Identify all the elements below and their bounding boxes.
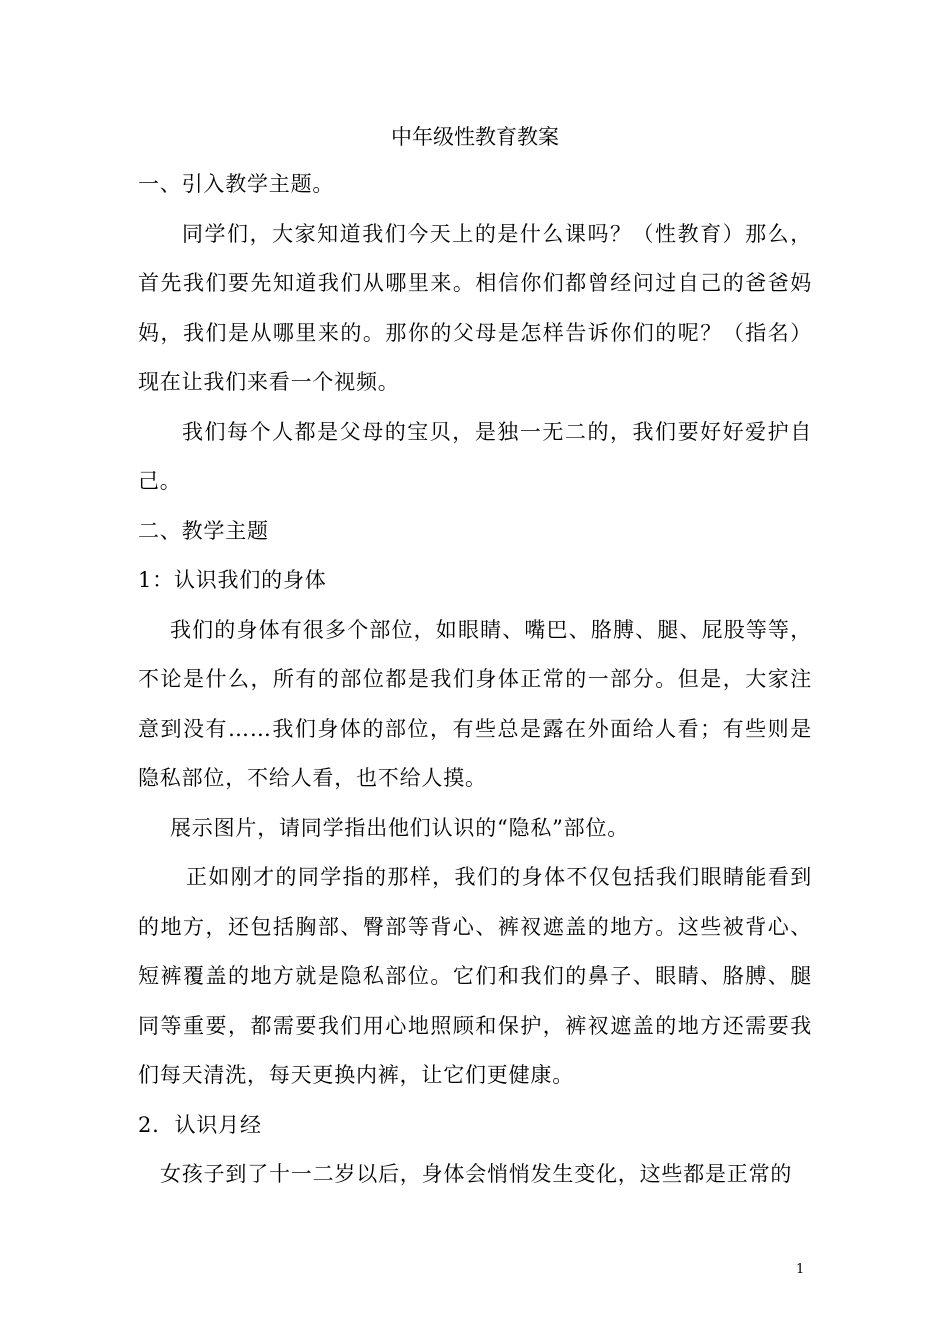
paragraph-intro: 同学们，大家知道我们今天上的是什么课吗？（性教育）那么，首先我们要先知道我们从哪里来。相信你们都曾经问过自己的爸爸妈妈，我们是从哪里来的。那你的父母是怎样告诉你们的呢？（指名）现在让我们来看一个视频。: [138, 221, 812, 394]
paragraph-show-pictures: 展示图片，请同学指出他们认识的“隐私”部位。: [170, 815, 630, 840]
document-body: [138, 160, 812, 1200]
paragraph-treasure: 我们每个人都是父母的宝贝，是独一无二的，我们要好好爱护自己。: [138, 419, 812, 493]
subheading-body: 1：认识我们的身体: [138, 568, 327, 592]
paragraph-menstruation: 女孩子到了十一二岁以后，身体会悄悄发生变化，这些都是正常的: [160, 1162, 793, 1186]
paragraph-body-parts: 我们的身体有很多个部位，如眼睛、嘴巴、胳膊、腿、屁股等等，不论是什么，所有的部位都是我们身体正常的一部分。但是，大家注意到没有……我们身体的部位，有些总是露在外面给人看；有些则是隐私部位，不给人看，也不给人摸。: [138, 617, 812, 790]
document-title: 中年级性教育教案: [391, 125, 559, 149]
paragraph-private-parts: 正如刚才的同学指的那样，我们的身体不仅包括我们眼睛能看到的地方，还包括胸部、臀部等背心、裤衩遮盖的地方。这些被背心、短裤覆盖的地方就是隐私部位。它们和我们的鼻子、眼睛、胳膊、腿同等重要，都需要我们用心地照顾和保护，裤衩遮盖的地方还需要我们每天清洗，每天更换内裤，让它们更健康。: [138, 865, 812, 1087]
page-number: 1: [796, 1262, 805, 1277]
section-heading-intro: 一、引入教学主题。: [138, 172, 335, 196]
section-heading-theme: 二、教学主题: [138, 518, 269, 543]
subheading-menstruation: 2. 认识月经: [138, 1112, 262, 1137]
